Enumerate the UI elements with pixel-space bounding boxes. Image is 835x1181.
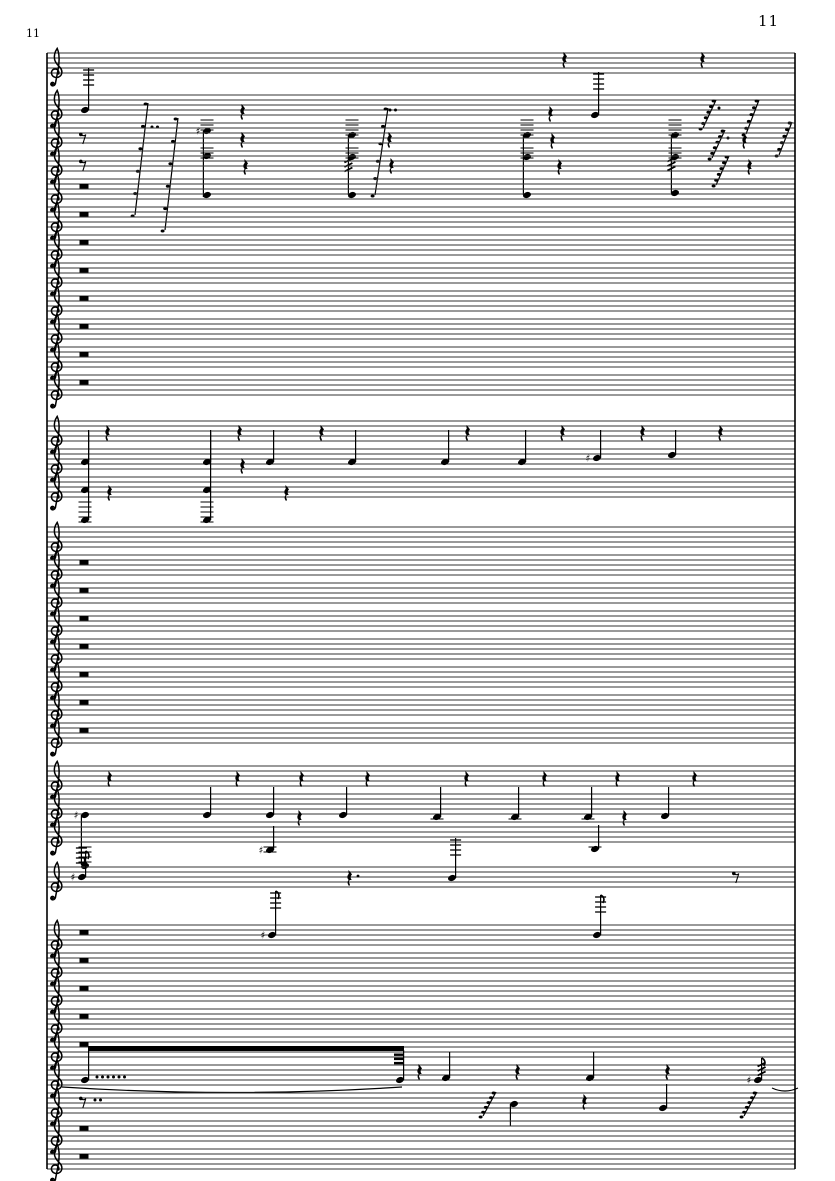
sharp-accidental: ♯ bbox=[258, 845, 264, 857]
tie-curve bbox=[772, 1088, 798, 1091]
note bbox=[259, 826, 277, 856]
whole-rest-glyph bbox=[80, 212, 89, 217]
run-notehead bbox=[749, 113, 753, 116]
whole-rest-glyph bbox=[80, 380, 89, 385]
run-notehead bbox=[712, 185, 716, 188]
staff-17 bbox=[47, 550, 795, 587]
staff-33 bbox=[47, 1046, 798, 1098]
run-beam bbox=[165, 118, 178, 230]
staff-4 bbox=[47, 146, 795, 183]
note bbox=[347, 430, 357, 466]
whole-rest-glyph bbox=[80, 1126, 89, 1131]
staff-13 bbox=[47, 416, 795, 453]
staff-8 bbox=[47, 258, 795, 295]
run-notehead bbox=[752, 106, 756, 109]
staccato-dot bbox=[101, 1076, 104, 1079]
sharp-accidental: ♯ bbox=[260, 930, 266, 942]
run-notehead bbox=[489, 1096, 493, 1099]
quarter-rest-glyph bbox=[550, 133, 555, 149]
run-notehead bbox=[144, 103, 148, 106]
whole-rest-glyph bbox=[80, 728, 89, 733]
quarter-rest-glyph bbox=[560, 425, 565, 441]
staccato-dot bbox=[94, 1099, 97, 1102]
gliss-run bbox=[479, 1092, 496, 1119]
whole-rest-glyph bbox=[80, 1042, 89, 1047]
run-notehead bbox=[712, 100, 716, 103]
quarter-rest-glyph bbox=[387, 132, 392, 148]
run-notehead bbox=[163, 207, 167, 210]
treble-clef-icon bbox=[51, 920, 62, 957]
treble-clef-icon bbox=[51, 761, 62, 798]
gliss-run bbox=[131, 103, 148, 218]
run-notehead bbox=[747, 1101, 751, 1104]
run-notehead bbox=[785, 128, 789, 131]
note bbox=[517, 430, 527, 466]
run-beam bbox=[135, 103, 148, 215]
staff-3 bbox=[47, 118, 795, 161]
run-notehead bbox=[717, 173, 721, 176]
run-notehead bbox=[710, 152, 714, 155]
quarter-rest-glyph bbox=[237, 425, 242, 441]
staff-35 bbox=[47, 1116, 795, 1153]
sharp-accidental: ♯ bbox=[73, 810, 79, 822]
staff-10 bbox=[47, 314, 795, 351]
staff-6 bbox=[47, 202, 795, 239]
run-notehead bbox=[138, 147, 142, 150]
run-notehead bbox=[384, 108, 388, 111]
run-notehead bbox=[706, 111, 710, 114]
treble-clef-icon bbox=[51, 862, 62, 899]
quarter-rest-glyph bbox=[240, 104, 245, 120]
augmentation-dot bbox=[357, 875, 360, 878]
staff-14 bbox=[47, 430, 795, 482]
staff-9 bbox=[47, 286, 795, 323]
quarter-rest-glyph bbox=[297, 810, 302, 826]
staff-15 bbox=[47, 432, 795, 524]
note bbox=[201, 432, 214, 524]
quarter-rest-glyph bbox=[240, 458, 245, 474]
quarter-rest-glyph bbox=[417, 1064, 422, 1080]
whole-rest-glyph bbox=[80, 930, 89, 935]
staccato-dot bbox=[112, 1076, 115, 1079]
whole-rest-glyph bbox=[80, 616, 89, 621]
run-notehead bbox=[750, 1096, 754, 1099]
staccato-dot bbox=[123, 1076, 126, 1079]
note bbox=[346, 148, 359, 161]
whole-rest-glyph bbox=[80, 268, 89, 273]
sharp-accidental: ♯ bbox=[585, 453, 591, 465]
run-notehead bbox=[777, 148, 781, 151]
run-notehead bbox=[492, 1092, 496, 1095]
staff-29 bbox=[47, 948, 795, 985]
quarter-rest-glyph bbox=[365, 771, 370, 787]
gliss-run bbox=[740, 1092, 757, 1119]
run-notehead bbox=[742, 1111, 746, 1114]
run-notehead bbox=[479, 1116, 483, 1119]
run-notehead bbox=[747, 120, 751, 123]
whole-rest-glyph bbox=[80, 672, 89, 677]
quarter-rest-glyph bbox=[465, 425, 470, 441]
note bbox=[521, 148, 534, 161]
run-notehead bbox=[722, 161, 726, 164]
sustain-beam bbox=[88, 1046, 404, 1051]
quarter-rest-glyph bbox=[548, 106, 553, 122]
run-notehead bbox=[745, 1106, 749, 1109]
whole-rest-glyph bbox=[80, 352, 89, 357]
run-notehead bbox=[713, 146, 717, 149]
treble-clef-icon bbox=[51, 522, 62, 559]
run-notehead bbox=[486, 1101, 490, 1104]
whole-rest-glyph bbox=[80, 296, 89, 301]
run-notehead bbox=[166, 185, 170, 188]
gliss-run bbox=[775, 122, 792, 158]
beam-end-tick bbox=[394, 1054, 404, 1056]
quarter-rest-glyph bbox=[105, 425, 110, 441]
staff-1 bbox=[47, 48, 795, 85]
staff-7 bbox=[47, 230, 795, 267]
run-notehead bbox=[709, 105, 713, 108]
quarter-rest-glyph bbox=[235, 771, 240, 787]
staff-11 bbox=[47, 342, 795, 379]
quarter-rest-glyph bbox=[665, 1064, 670, 1080]
run-notehead bbox=[708, 158, 712, 161]
note bbox=[80, 68, 94, 114]
staccato-dot bbox=[107, 1076, 110, 1079]
staff-27 bbox=[47, 838, 795, 900]
quarter-rest-glyph bbox=[542, 771, 547, 787]
staff-32 bbox=[47, 1032, 795, 1069]
quarter-rest-glyph bbox=[562, 52, 567, 68]
treble-clef-icon bbox=[51, 416, 62, 453]
note bbox=[261, 891, 282, 941]
run-notehead bbox=[168, 162, 172, 165]
quarter-rest-glyph bbox=[515, 1064, 520, 1080]
staff-12 bbox=[47, 370, 795, 407]
whole-rest-glyph bbox=[80, 1154, 89, 1159]
run-notehead bbox=[174, 118, 178, 121]
staff-26 bbox=[47, 817, 795, 870]
whole-rest-glyph bbox=[80, 240, 89, 245]
staff-20 bbox=[47, 634, 795, 671]
quarter-rest-glyph bbox=[622, 810, 627, 826]
page-number: 11 bbox=[758, 12, 780, 30]
staff-30 bbox=[47, 976, 795, 1013]
staff-18 bbox=[47, 578, 795, 615]
staccato-dot bbox=[718, 107, 721, 110]
run-notehead bbox=[371, 195, 375, 198]
staccato-dot bbox=[99, 1099, 102, 1102]
staff-34 bbox=[47, 1084, 795, 1126]
run-notehead bbox=[740, 1116, 744, 1119]
note bbox=[79, 432, 92, 524]
staff-24 bbox=[47, 761, 795, 798]
whole-rest-glyph bbox=[80, 958, 89, 963]
sharp-accidental: ♯ bbox=[195, 126, 201, 138]
run-notehead bbox=[704, 116, 708, 119]
staff-2 bbox=[47, 68, 795, 233]
whole-rest-glyph bbox=[80, 986, 89, 991]
measure-number: 11 bbox=[26, 27, 40, 40]
treble-clef-icon bbox=[51, 90, 62, 127]
whole-rest-glyph bbox=[80, 324, 89, 329]
note bbox=[667, 430, 677, 459]
run-notehead bbox=[721, 130, 725, 133]
staff-36 bbox=[47, 1144, 795, 1181]
staff-5 bbox=[47, 174, 795, 211]
run-notehead bbox=[484, 1106, 488, 1109]
staff-23 bbox=[47, 718, 795, 755]
staff-16 bbox=[47, 522, 795, 559]
quarter-rest-glyph bbox=[615, 771, 620, 787]
note bbox=[202, 787, 212, 819]
note bbox=[447, 838, 461, 882]
quarter-rest-glyph bbox=[107, 771, 112, 787]
staff-25 bbox=[47, 787, 795, 865]
note bbox=[586, 430, 602, 464]
staccato-dot bbox=[389, 109, 392, 112]
sharp-accidental: ♯ bbox=[70, 872, 76, 884]
staff-22 bbox=[47, 690, 795, 727]
note bbox=[440, 430, 450, 466]
whole-rest-glyph bbox=[80, 1014, 89, 1019]
run-notehead bbox=[481, 1111, 485, 1114]
note bbox=[338, 787, 348, 819]
note bbox=[589, 825, 602, 853]
staccato-dot bbox=[118, 1076, 121, 1079]
run-notehead bbox=[755, 100, 759, 103]
staccato-dot bbox=[394, 109, 397, 112]
quarter-rest-glyph bbox=[692, 771, 697, 787]
staff-19 bbox=[47, 606, 795, 643]
run-notehead bbox=[782, 135, 786, 138]
whole-rest-glyph bbox=[80, 184, 89, 189]
note bbox=[747, 1058, 766, 1086]
treble-clef-icon bbox=[51, 48, 62, 85]
run-notehead bbox=[719, 167, 723, 170]
beam-end-tick bbox=[394, 1062, 404, 1064]
whole-rest-glyph bbox=[80, 560, 89, 565]
note bbox=[265, 430, 275, 466]
whole-rest-glyph bbox=[80, 644, 89, 649]
quarter-rest-glyph bbox=[299, 771, 304, 787]
whole-rest-glyph bbox=[80, 700, 89, 705]
quarter-rest-glyph bbox=[640, 425, 645, 441]
run-notehead bbox=[141, 125, 145, 128]
note bbox=[80, 1050, 90, 1084]
quarter-rest-glyph bbox=[464, 771, 469, 787]
run-notehead bbox=[753, 1092, 757, 1095]
whole-rest-glyph bbox=[80, 588, 89, 593]
run-notehead bbox=[171, 140, 175, 143]
run-notehead bbox=[161, 230, 165, 233]
slur-curve bbox=[62, 1087, 402, 1093]
quarter-rest-glyph bbox=[700, 52, 705, 68]
gliss-run bbox=[161, 118, 178, 233]
note bbox=[265, 787, 275, 819]
staccato-dot bbox=[96, 1076, 99, 1079]
note bbox=[201, 148, 214, 160]
note bbox=[592, 895, 606, 939]
staff-31 bbox=[47, 1004, 795, 1041]
staff-21 bbox=[47, 662, 795, 699]
quarter-rest-glyph bbox=[240, 132, 245, 148]
run-notehead bbox=[381, 125, 385, 128]
beam-end-tick bbox=[394, 1058, 404, 1060]
sharp-accidental: ♯ bbox=[746, 1075, 752, 1087]
quarter-rest-glyph bbox=[718, 425, 723, 441]
staff-28 bbox=[47, 891, 795, 958]
note bbox=[590, 72, 604, 119]
quarter-rest-glyph bbox=[319, 425, 324, 441]
